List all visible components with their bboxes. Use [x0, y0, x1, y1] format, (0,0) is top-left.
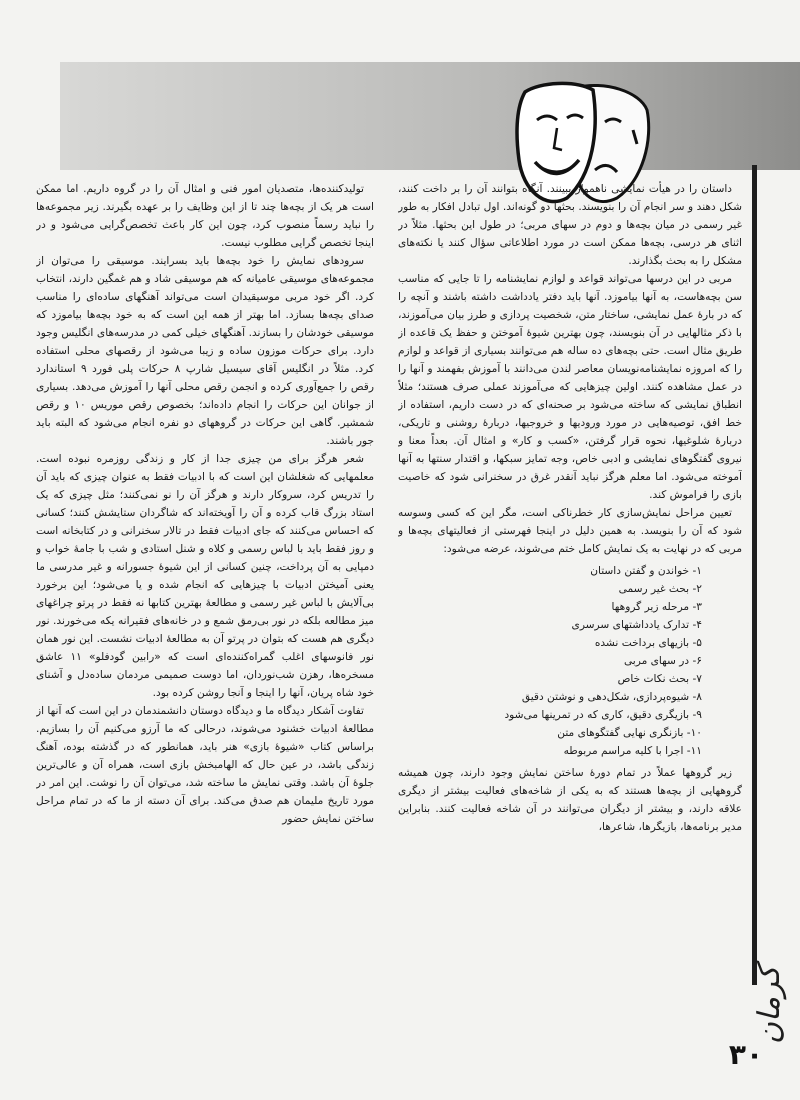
right-text-column — [398, 180, 742, 1010]
list-item: ۴- تدارک یادداشتهای سرسری — [571, 619, 702, 631]
left-text-column — [36, 180, 374, 1010]
list-item: ۹- بازیگری دقیق، کاری که در تمرینها می‌شود — [504, 709, 702, 721]
list-item: ۷- بحث نکات خاص — [617, 673, 702, 685]
list-item: ۵- بازیهای برداخت نشده — [594, 637, 702, 649]
list-item: ۱۱- اجرا با کلیه مراسم مربوطه — [563, 745, 702, 757]
header-band — [60, 62, 800, 170]
list-item: ۳- مرحله زیر گروهها — [611, 601, 702, 613]
paragraph: تفاوت آشکار دیدگاه ما و دیدگاه دوستان دانشمندمان در این است که آنها از مطالعهٔ ادبیات خشنود می‌شوند، درحالی که ما آرزو می‌کنیم آن را بسازیم. براساس کتاب «شیوهٔ بازی» هنر باید، همانطور که در گذشته بوده، آهنگ زندگی باشد، در عین حال که الهامبخش بازی است، همراه آن و عالی‌ترین جلوهٔ آن باشد. وقتی نمایش ما ساخته شد، می‌توان آن را نوشت. این امر در مورد تاریخ ملیمان هم صدق می‌کند. برای آن دسته از ما که در تمام مراحل ساختن نمایش حضور — [36, 705, 374, 825]
list-item: ۶- در سهای مربی — [623, 655, 702, 667]
paragraph: مربی در این درسها می‌تواند قواعد و لوازم نمایشنامه را تا جایی که مناسب سن بچه‌هاست، به آنها بیاموزد. آنها باید دفتر یادداشت داشته باشند و آنچه را که در بارهٔ عمل نمایشی، ساختار متن، شخصیت پردازی و طرز بیان می‌آموزند، با ذکر مثالهایی در آن بنویسند، چون بهترین شیوهٔ آموختن و حفظ یک قاعده از طریق مثال است. حتی بچه‌های ده ساله هم می‌توانند بسیاری از قواعد و لوازم را که امروزه نمایشنامه‌نویسان معاصر لندن می‌دانند با آموزش بفهمند و آنها را در عمل مشاهده کنند. اولین چیزهایی که می‌آموزند عملی صرف هستند؛ مثلاً انطباق نمایشی که ساخته می‌شود بر صحنه‌ای که در دست داریم، استفاده از خط افق، توصیه‌هایی در مورد ورودیها و خروجیها، دربارهٔ روشنی و تاریکی، دربارهٔ شلوغیها، نحوه قرار گرفتن، «کسب و کار» و امثال آن. بعداً معنا و نیروی گفتگوهای نمایشی و ادبی خاص، وجه تمایز سبکها، و اقتدار سنتها به آنها آموخته می‌شود. اما معلم هرگز نباید آنقدر غرق در سخنرانی شود که خاصیت بازی را فراموش کند. — [398, 273, 742, 501]
paragraph: تولیدکننده‌ها، متصدیان امور فنی و امثال آن را در گروه داریم. اما ممکن است هر یک از بچه‌ها چند تا از این وظایف را بر عهده بگیرند. زیر مجموعه‌ها را نباید رسماً منصوب کرد، چون این کار باعث تخصص‌گرایی می‌شود و در اینجا تخصص گرایی مطلوب نیست. — [36, 183, 374, 249]
list-item: ۱۰- بازنگری نهایی گفتگوهای متن — [557, 727, 702, 739]
paragraph: سرودهای نمایش را خود بچه‌ها باید بسرایند. موسیقی را می‌توان از مجموعه‌های موسیقی عامیانه که هم موسیقی شاد و هم غمگین دارند، انتخاب کرد. اگر خود مربی موسیقیدان است می‌تواند آهنگهای ساده‌ای را مناسب صدای بچه‌ها بسازد. اما بهتر از همه این است که به خود بچه‌ها بیاموزد که موسیقی خودشان را بسازند. آهنگهای خیلی کمی در مدرسه‌های انگلیس وجود دارد. برای حرکات موزون ساده و زیبا می‌شود از رقصهای محلی استفاده کرد. مثلاً در انگلیس آقای سیسیل شارپ ۸ حرکات پلی فورد ۹ استاندارد رقص را جمع‌آوری کرده و انجمن رقص محلی آنها را آموزش می‌دهد. بسیاری از جوانان این حرکات را انجام داده‌اند؛ بخصوص رقص موریس ۱۰ و رقص شمشیر. گاهی این حرکات در گروههای دو نفره انجام می‌شود که البته باید جور باشند. — [36, 255, 374, 447]
magazine-logo: کرمان — [752, 965, 787, 1045]
page-number: ۳۰ — [728, 1038, 764, 1071]
list-item: ۸- شیوه‌پردازی، شکل‌دهی و نوشتن دقیق — [521, 691, 702, 703]
paragraph: داستان را در هیأت نمایشی ناهموار ببینند. آنگاه بتوانند آن را بر داخت کنند، شکل دهند و سر انجام آن را بنویسند. بحثها دو گونه‌اند. اول تبادل افکار به طور غیر رسمی در میان بچه‌ها و دوم در سهای مربی؛ در طول این بحثها. مثلاً در اثنای هر درسی، بچه‌ها ممکن است در مورد اطلاعاتی سؤال کنند یا نکته‌های مشکل را به بحث بگذارند. — [398, 183, 742, 267]
paragraph: زیر گروهها عملاً در تمام دورهٔ ساختن نمایش وجود دارند، چون همیشه گروههایی از بچه‌ها هستند که به یکی از شاخه‌های فعالیت بیشتر از دیگری علاقه دارند، و بیشتر از دیگران می‌توانند در آن شاخه فعالیت کنند. بنابراین مدیر برنامه‌ها، بازیگرها، شاعرها، — [398, 767, 742, 833]
activity-list — [398, 562, 702, 760]
paragraph: شعر هرگز برای من چیزی جدا از کار و زندگی روزمره نبوده است. معلمهایی که شغلشان این است که با ادبیات فقط به عنوان چیزی که باید آن را تدریس کرد، سروکار دارند و هرگز آن را نو نمی‌کنند؛ مثل چیزی که یک استاد بزرگ قاب کرده و آن را آویخته‌اند که شاگردان ستایشش کنند؛ کسانی که احساس می‌کنند که جای ادبیات فقط در تالار سخنرانی و در کتابخانه است و روز فقط باید با لباس رسمی و کلاه و شنل استادی و شب با جامهٔ خواب و دمپایی به آن پرداخت، چنین کسانی از این شیوهٔ جسورانه و غیر مدرسی ما یعنی آمیختن ادبیات با چیزهایی که انجام شده و یا می‌شود؛ این برخورد بی‌آلایش با لباس غیر رسمی و مطالعهٔ بهترین کتابها نه فقط در پرتو چراغهای میز مطالعه بلکه در نور بی‌رمق شمع و در خانه‌های فقیرانه یکه می‌خورند. نور دیگری هم هست که بتوان در پرتو آن به مطالعهٔ ادبیات نشست. این نور همان نور فانوسهای اغلب گمراه‌کننده‌ای است که «رابین گودفلو» ۱۱ عاشق مسخره‌ها، رهزن شب‌نوردان، اما دوست صمیمی مردمان ساده‌دل و آشنای خود شاه پریان، آنها را اینجا و آنجا روشن کرده بود. — [36, 453, 374, 699]
margin-rule — [752, 165, 757, 985]
paragraph: تعیین مراحل نمایش‌سازی کار خطرناکی است، مگر این که کسی وسوسه شود که آن را بنویسد. به همین دلیل در اینجا فهرستی از فعالیتهای بچه‌ها و مربی که در نهایت به یک نمایش کامل ختم می‌شوند، عرضه می‌شود: — [398, 507, 742, 555]
list-item: ۱- خواندن و گفتن داستان — [590, 565, 702, 577]
list-item: ۲- بحث غیر رسمی — [618, 583, 702, 595]
